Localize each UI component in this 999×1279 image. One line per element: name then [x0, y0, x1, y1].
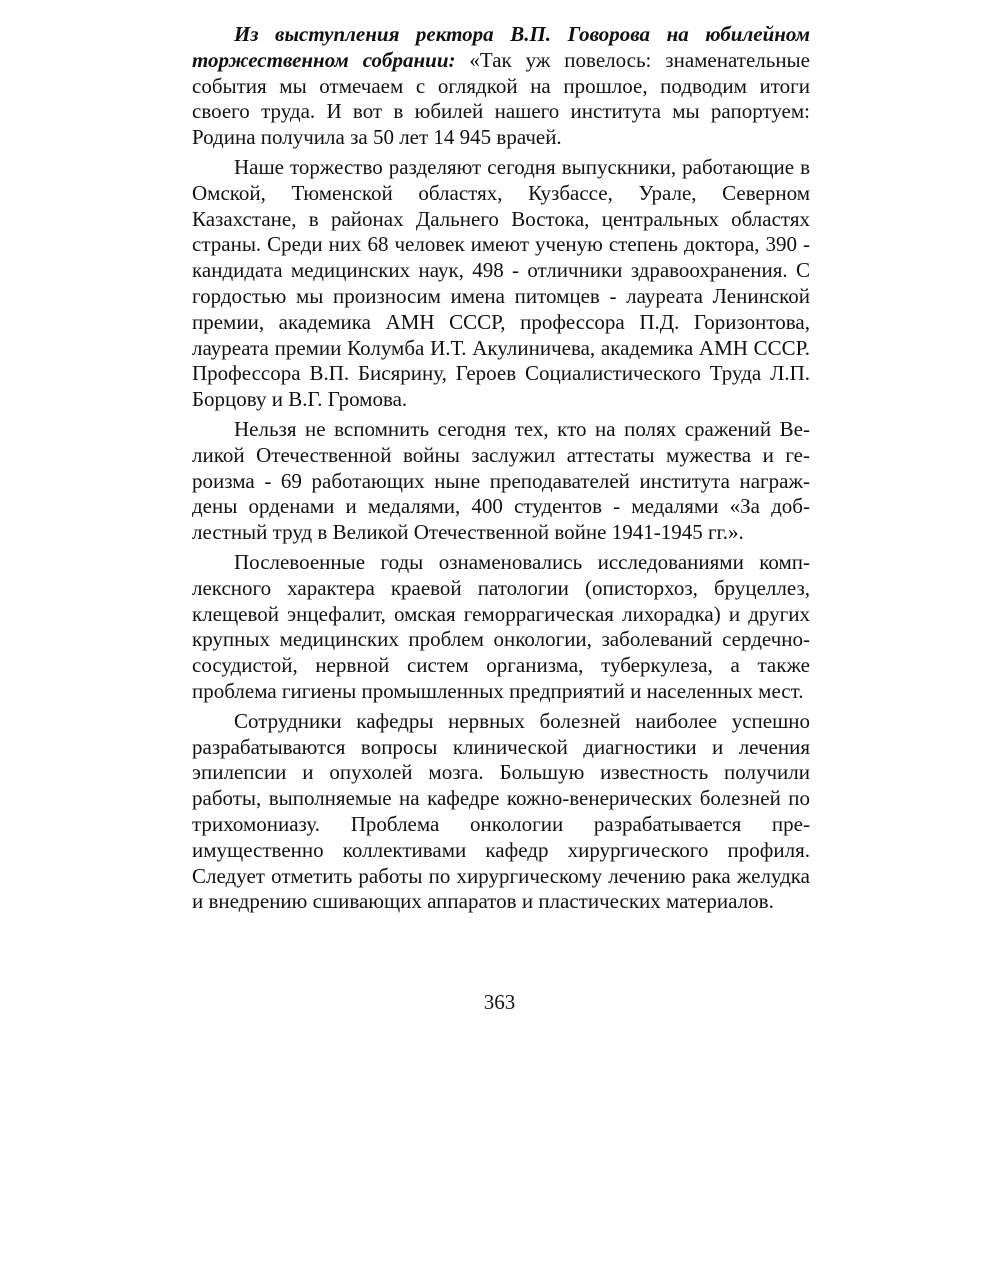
page-body — [192, 22, 810, 919]
paragraph-departments: Сотрудники кафедры нервных болезней наиболее успешно разрабатываются вопросы клинической диагностики и лечения эпилепсии и опухолей мозга. Большую известность получили работы, выполняемые на кафедре кожно-венерических болезней по трихомониазу. Проблема онкологии разрабатывается преимущественно коллективами кафедр хирургического профиля. Следует отметить работы по хирургическому лечению рака желудка и внедрению сшивающих аппаратов и пластических материалов. — [192, 708, 810, 914]
page-number: 363 — [483, 990, 516, 1014]
paragraph-postwar-research: Послевоенные годы ознаменовались исследованиями комплексного характера краевой патологии (описторхоз, бруцеллез, клещевой энцефалит, омская геморрагическая лихорадка) и других крупных медицинских проблем онкологии, заболеваний сердечно-сосудистой, нервной систем организма, туберкулеза, а также проблема гигиены промышленных предприятий и населенных мест. — [192, 549, 810, 703]
paragraph-graduates: Наше торжество разделяют сегодня выпускники, работающие в Омской, Тюменской областях, Кузбассе, Урале, Северном Казахстане, в районах Дальнего Востока, центральных областях страны. Среди них 68 человек имеют ученую степень доктора, 390 - кандидата медицинских наук, 498 - отличники здравоохранения. С гордостью мы произносим имена питомцев - лауреата Ленинской премии, академика АМН СССР, профессора П.Д. Горизонтова, лауреата премии Колумба И.Т. Акулиничева, академика АМН СССР. Профессора В.П. Бисярину, Героев Социалистического Труда Л.П. Борцову и В.Г. Громова. — [192, 154, 810, 412]
speech-lead: Из выступления ректора В.П. Говорова на юбилейном торжественном собрании: — [192, 22, 810, 72]
paragraph-war-veterans: Нельзя не вспомнить сегодня тех, кто на полях сражений Великой Отечественной войны заслужил аттестаты мужества и героизма - 69 работающих ныне преподавателей института награждены орденами и медалями, 400 студентов - медалями «За доблестный труд в Великой Отечественной войне 1941-1945 гг.». — [192, 416, 810, 545]
paragraph-speech-intro — [192, 22, 810, 151]
paragraph-text: «Так уж повелось: знаменательные события мы отмечаем с оглядкой на прошлое, подводим итоги своего труда. И вот в юбилей нашего института мы рапортуем: Родина получила за 50 лет 14 945 врачей. — [192, 47, 810, 150]
